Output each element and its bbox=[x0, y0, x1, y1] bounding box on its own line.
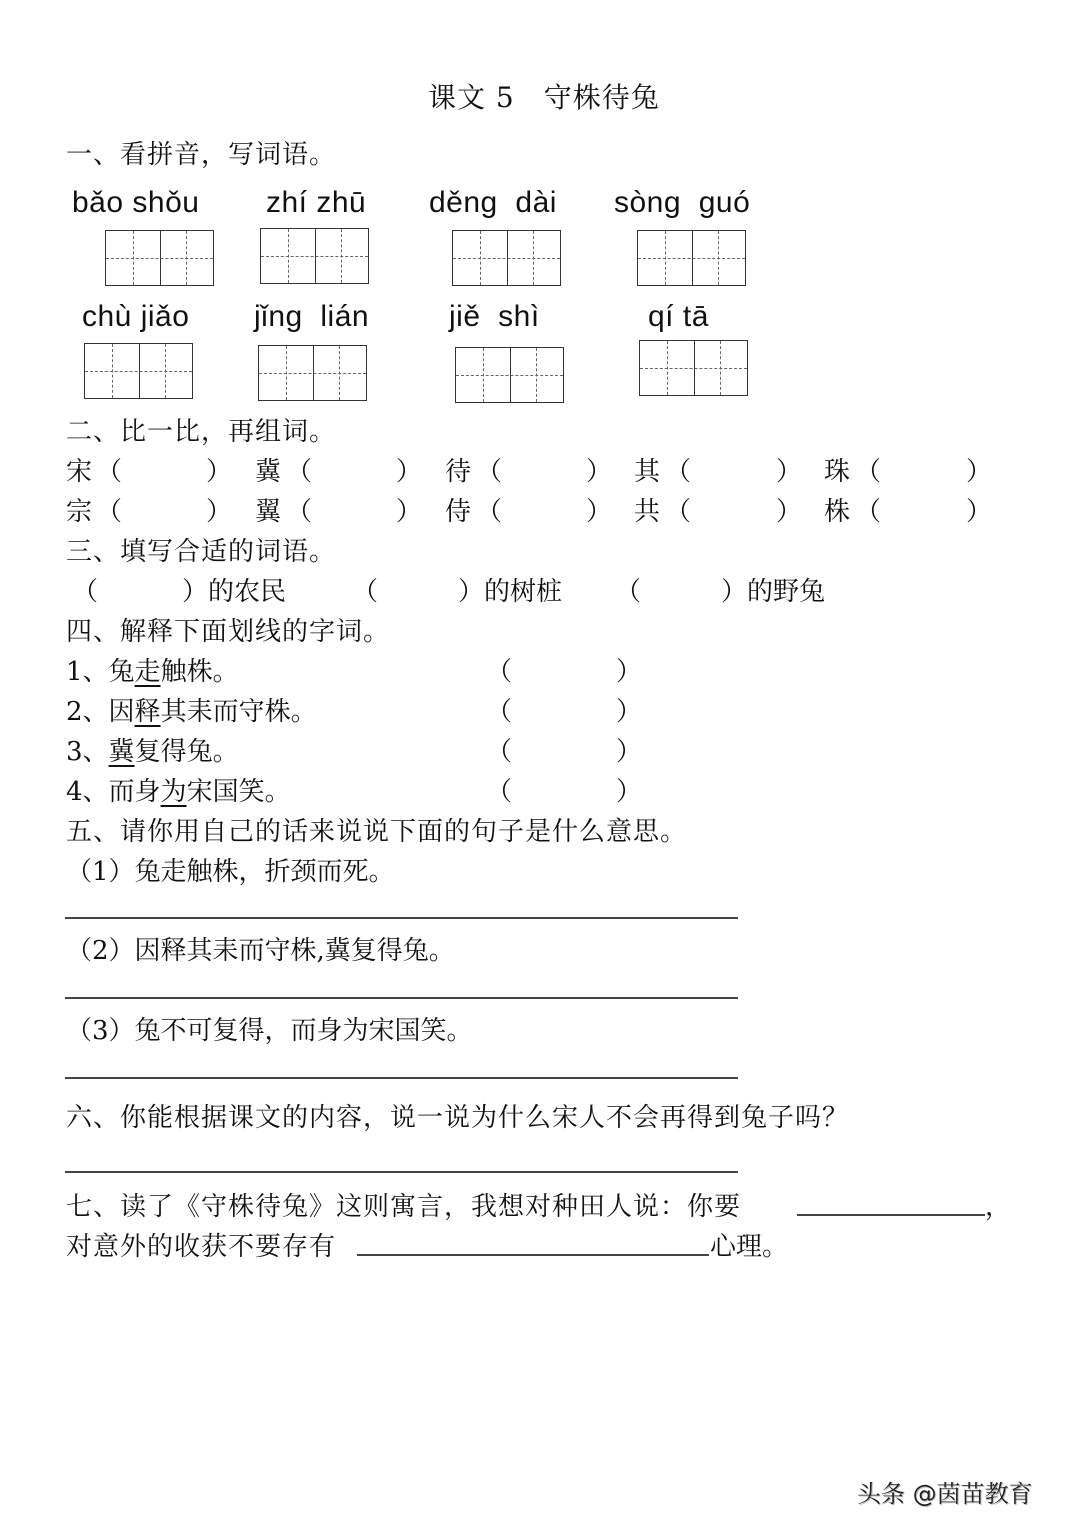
fill-item-3: ）的野兔 bbox=[721, 577, 826, 607]
section4-heading: 四、解释下面划线的字词。 bbox=[66, 617, 391, 647]
open-paren: （ bbox=[476, 497, 503, 527]
close-paren: ） bbox=[206, 457, 233, 487]
section3-heading: 三、填写合适的词语。 bbox=[66, 537, 337, 567]
close-paren: ） bbox=[776, 497, 803, 527]
fill-item-2: ）的树桩 bbox=[458, 577, 563, 607]
close-paren: ） bbox=[966, 457, 993, 487]
worksheet-title: 课文 5 守株待兔 bbox=[428, 81, 660, 114]
close-paren: ） bbox=[616, 697, 643, 727]
open-paren: （ bbox=[486, 697, 513, 727]
char-2-3: 侍 bbox=[445, 497, 472, 527]
char-2-4: 共 bbox=[634, 497, 661, 527]
open-paren: （ bbox=[72, 577, 99, 607]
pinyin-7: jiě shì bbox=[449, 300, 540, 333]
close-paren: ） bbox=[206, 497, 233, 527]
char-2-1: 宗 bbox=[66, 497, 93, 527]
writing-grid-4[interactable] bbox=[637, 230, 746, 286]
open-paren: （ bbox=[486, 737, 513, 767]
close-paren: ） bbox=[396, 497, 423, 527]
explain-item-1: 1、兔走触株。 bbox=[66, 657, 239, 687]
pinyin-5: chù jiǎo bbox=[82, 300, 190, 333]
writing-grid-6[interactable] bbox=[258, 345, 367, 401]
answer-line-1[interactable] bbox=[65, 917, 738, 919]
char-1-4: 其 bbox=[634, 457, 661, 487]
close-paren: ） bbox=[396, 457, 423, 487]
char-1-1: 宋 bbox=[66, 457, 93, 487]
line2-end: 心理。 bbox=[710, 1232, 789, 1262]
blank-2[interactable] bbox=[357, 1254, 709, 1256]
open-paren: （ bbox=[286, 497, 313, 527]
writing-grid-8[interactable] bbox=[639, 340, 748, 396]
char-1-2: 冀 bbox=[255, 457, 282, 487]
underlined-word: 走 bbox=[134, 657, 161, 687]
close-paren: ） bbox=[616, 777, 643, 807]
open-paren: （ bbox=[96, 457, 123, 487]
close-paren: ） bbox=[586, 457, 613, 487]
sentence-3: （3）兔不可复得，而身为宋国笑。 bbox=[66, 1016, 473, 1046]
close-paren: ） bbox=[616, 737, 643, 767]
open-paren: （ bbox=[855, 497, 882, 527]
char-2-5: 株 bbox=[824, 497, 851, 527]
open-paren: （ bbox=[665, 457, 692, 487]
sentence-1: （1）兔走触株，折颈而死。 bbox=[66, 857, 395, 887]
section5-heading: 五、请你用自己的话来说说下面的句子是什么意思。 bbox=[66, 817, 688, 847]
answer-line-3[interactable] bbox=[65, 1077, 738, 1079]
explain-item-4: 4、而身为宋国笑。 bbox=[66, 777, 291, 807]
pinyin-1: bǎo shǒu bbox=[72, 186, 200, 219]
sentence-2: （2）因释其耒而守株,冀复得兔。 bbox=[66, 936, 455, 966]
section7-line2: 对意外的收获不要存有 bbox=[66, 1232, 337, 1262]
pinyin-8: qí tā bbox=[648, 300, 709, 333]
section6-heading: 六、你能根据课文的内容，说一说为什么宋人不会再得到兔子吗？ bbox=[66, 1103, 850, 1133]
open-paren: （ bbox=[96, 497, 123, 527]
comma: ， bbox=[985, 1192, 1012, 1222]
section2-heading: 二、比一比，再组词。 bbox=[66, 417, 337, 447]
section7-line1: 七、读了《守株待兔》这则寓言，我想对种田人说：你要 bbox=[66, 1192, 742, 1222]
writing-grid-1[interactable] bbox=[105, 230, 214, 286]
section1-heading: 一、看拼音，写词语。 bbox=[66, 140, 337, 170]
watermark: 头条 @茵苗教育 bbox=[857, 1480, 1033, 1508]
underlined-word: 冀 bbox=[108, 737, 135, 767]
open-paren: （ bbox=[352, 577, 379, 607]
open-paren: （ bbox=[476, 457, 503, 487]
pinyin-2: zhí zhū bbox=[266, 186, 367, 219]
close-paren: ） bbox=[776, 457, 803, 487]
close-paren: ） bbox=[616, 657, 643, 687]
char-1-5: 珠 bbox=[824, 457, 851, 487]
open-paren: （ bbox=[486, 777, 513, 807]
writing-grid-7[interactable] bbox=[455, 347, 564, 403]
writing-grid-3[interactable] bbox=[452, 230, 561, 286]
answer-line-4[interactable] bbox=[65, 1171, 738, 1173]
pinyin-4: sòng guó bbox=[614, 186, 751, 219]
explain-item-2: 2、因释其耒而守株。 bbox=[66, 697, 317, 727]
pinyin-6: jǐng lián bbox=[254, 300, 370, 333]
answer-line-2[interactable] bbox=[65, 997, 738, 999]
writing-grid-2[interactable] bbox=[260, 228, 369, 284]
open-paren: （ bbox=[615, 577, 642, 607]
open-paren: （ bbox=[855, 457, 882, 487]
open-paren: （ bbox=[665, 497, 692, 527]
underlined-word: 释 bbox=[134, 697, 161, 727]
open-paren: （ bbox=[286, 457, 313, 487]
underlined-word: 为 bbox=[160, 777, 187, 807]
char-2-2: 翼 bbox=[255, 497, 282, 527]
fill-item-1: ）的农民 bbox=[182, 577, 287, 607]
char-1-3: 待 bbox=[445, 457, 472, 487]
writing-grid-5[interactable] bbox=[84, 343, 193, 399]
close-paren: ） bbox=[966, 497, 993, 527]
open-paren: （ bbox=[486, 657, 513, 687]
explain-item-3: 3、冀复得兔。 bbox=[66, 737, 239, 767]
pinyin-3: děng dài bbox=[429, 186, 557, 219]
blank-1[interactable] bbox=[797, 1214, 985, 1216]
close-paren: ） bbox=[586, 497, 613, 527]
